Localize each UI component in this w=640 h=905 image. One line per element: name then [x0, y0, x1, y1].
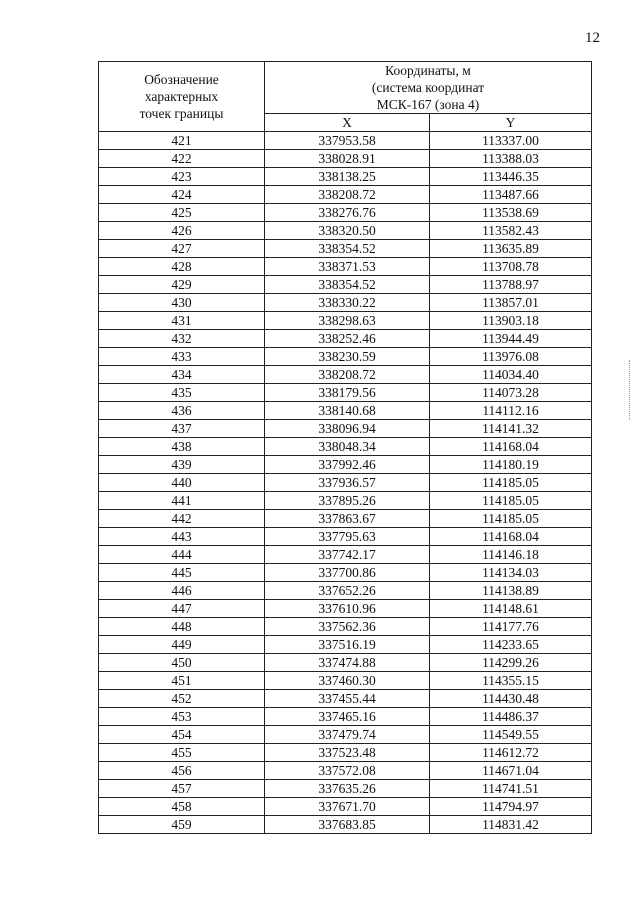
point-cell: 424 [99, 186, 265, 204]
y-coordinate-cell: 114355.15 [430, 672, 592, 690]
point-cell: 450 [99, 654, 265, 672]
point-cell: 428 [99, 258, 265, 276]
point-cell: 443 [99, 528, 265, 546]
y-coordinate-cell: 114168.04 [430, 528, 592, 546]
x-coordinate-cell: 337562.36 [265, 618, 430, 636]
table-body [99, 132, 592, 834]
point-cell: 422 [99, 150, 265, 168]
point-cell: 438 [99, 438, 265, 456]
y-coordinate-cell: 114185.05 [430, 492, 592, 510]
x-coordinate-cell: 338276.76 [265, 204, 430, 222]
y-coordinate-cell: 114831.42 [430, 816, 592, 834]
y-coordinate-cell: 114073.28 [430, 384, 592, 402]
x-coordinate-cell: 337700.86 [265, 564, 430, 582]
coordinates-table [98, 61, 592, 834]
header-point-line-2: характерных [144, 89, 219, 104]
x-coordinate-cell: 337936.57 [265, 474, 430, 492]
x-coordinate-cell: 337479.74 [265, 726, 430, 744]
x-coordinate-cell: 338252.46 [265, 330, 430, 348]
y-coordinate-cell: 114177.76 [430, 618, 592, 636]
x-coordinate-cell: 338028.91 [265, 150, 430, 168]
x-coordinate-cell: 337652.26 [265, 582, 430, 600]
y-coordinate-cell: 113903.18 [430, 312, 592, 330]
table-row [99, 600, 592, 618]
y-coordinate-cell: 114185.05 [430, 510, 592, 528]
point-cell: 449 [99, 636, 265, 654]
point-cell: 442 [99, 510, 265, 528]
y-coordinate-cell: 113857.01 [430, 294, 592, 312]
table-row [99, 222, 592, 240]
y-coordinate-cell: 114112.16 [430, 402, 592, 420]
point-cell: 454 [99, 726, 265, 744]
header-coords-line-3: МСК-167 (зона 4) [376, 97, 480, 112]
point-cell: 445 [99, 564, 265, 582]
page-number: 12 [585, 30, 600, 46]
table-row [99, 528, 592, 546]
header-coords-line-1: Координаты, м [385, 63, 471, 78]
header-coords-line-2: (система координат [371, 80, 485, 95]
header-point-designation [99, 62, 265, 132]
table-row [99, 330, 592, 348]
point-cell: 429 [99, 276, 265, 294]
x-coordinate-cell: 338138.25 [265, 168, 430, 186]
x-coordinate-cell: 338140.68 [265, 402, 430, 420]
x-coordinate-cell: 337742.17 [265, 546, 430, 564]
x-coordinate-cell: 337516.19 [265, 636, 430, 654]
x-coordinate-cell: 337610.96 [265, 600, 430, 618]
y-coordinate-cell: 114146.18 [430, 546, 592, 564]
x-coordinate-cell: 337953.58 [265, 132, 430, 150]
x-coordinate-cell: 338096.94 [265, 420, 430, 438]
point-cell: 455 [99, 744, 265, 762]
table-row [99, 312, 592, 330]
y-coordinate-cell: 114486.37 [430, 708, 592, 726]
y-coordinate-cell: 114233.65 [430, 636, 592, 654]
x-coordinate-cell: 338330.22 [265, 294, 430, 312]
y-coordinate-cell: 113582.43 [430, 222, 592, 240]
x-coordinate-cell: 338230.59 [265, 348, 430, 366]
x-coordinate-cell: 338208.72 [265, 186, 430, 204]
x-coordinate-cell: 338354.52 [265, 276, 430, 294]
y-coordinate-cell: 113976.08 [430, 348, 592, 366]
table-row [99, 582, 592, 600]
y-coordinate-cell: 114180.19 [430, 456, 592, 474]
x-coordinate-cell: 337992.46 [265, 456, 430, 474]
y-coordinate-cell: 114148.61 [430, 600, 592, 618]
table-row [99, 564, 592, 582]
table-row [99, 690, 592, 708]
x-coordinate-cell: 338208.72 [265, 366, 430, 384]
x-coordinate-cell: 338371.53 [265, 258, 430, 276]
table-row [99, 510, 592, 528]
table-row [99, 780, 592, 798]
table-row [99, 708, 592, 726]
table-row [99, 132, 592, 150]
y-coordinate-cell: 113388.03 [430, 150, 592, 168]
point-cell: 453 [99, 708, 265, 726]
y-coordinate-cell: 114168.04 [430, 438, 592, 456]
point-cell: 431 [99, 312, 265, 330]
table-row [99, 492, 592, 510]
y-coordinate-cell: 113446.35 [430, 168, 592, 186]
table-row [99, 384, 592, 402]
header-y: Y [430, 114, 592, 132]
table-row [99, 474, 592, 492]
y-coordinate-cell: 113708.78 [430, 258, 592, 276]
point-cell: 423 [99, 168, 265, 186]
x-coordinate-cell: 338354.52 [265, 240, 430, 258]
table-row [99, 744, 592, 762]
x-coordinate-cell: 337683.85 [265, 816, 430, 834]
table-row [99, 186, 592, 204]
table-row [99, 366, 592, 384]
point-cell: 436 [99, 402, 265, 420]
x-coordinate-cell: 338320.50 [265, 222, 430, 240]
table-header [99, 62, 592, 132]
y-coordinate-cell: 113487.66 [430, 186, 592, 204]
point-cell: 427 [99, 240, 265, 258]
table-row [99, 618, 592, 636]
table-row [99, 294, 592, 312]
point-cell: 426 [99, 222, 265, 240]
y-coordinate-cell: 114671.04 [430, 762, 592, 780]
point-cell: 451 [99, 672, 265, 690]
point-cell: 452 [99, 690, 265, 708]
x-coordinate-cell: 337465.16 [265, 708, 430, 726]
table-row [99, 402, 592, 420]
y-coordinate-cell: 113538.69 [430, 204, 592, 222]
x-coordinate-cell: 337671.70 [265, 798, 430, 816]
point-cell: 433 [99, 348, 265, 366]
table-row [99, 726, 592, 744]
x-coordinate-cell: 337455.44 [265, 690, 430, 708]
x-coordinate-cell: 337795.63 [265, 528, 430, 546]
point-cell: 437 [99, 420, 265, 438]
table-row [99, 672, 592, 690]
x-coordinate-cell: 337895.26 [265, 492, 430, 510]
table-row [99, 420, 592, 438]
table-row [99, 546, 592, 564]
table-row [99, 258, 592, 276]
point-cell: 458 [99, 798, 265, 816]
table-row [99, 654, 592, 672]
table-row [99, 276, 592, 294]
table-row [99, 816, 592, 834]
y-coordinate-cell: 114134.03 [430, 564, 592, 582]
point-cell: 447 [99, 600, 265, 618]
point-cell: 434 [99, 366, 265, 384]
header-point-line-1: Обозначение [144, 72, 219, 87]
point-cell: 430 [99, 294, 265, 312]
scan-edge-mark [629, 360, 631, 420]
y-coordinate-cell: 114185.05 [430, 474, 592, 492]
y-coordinate-cell: 113944.49 [430, 330, 592, 348]
y-coordinate-cell: 114612.72 [430, 744, 592, 762]
table-row [99, 348, 592, 366]
header-point-line-3: точек границы [139, 106, 224, 121]
x-coordinate-cell: 338298.63 [265, 312, 430, 330]
y-coordinate-cell: 114430.48 [430, 690, 592, 708]
x-coordinate-cell: 337474.88 [265, 654, 430, 672]
point-cell: 441 [99, 492, 265, 510]
y-coordinate-cell: 114549.55 [430, 726, 592, 744]
point-cell: 440 [99, 474, 265, 492]
point-cell: 448 [99, 618, 265, 636]
point-cell: 425 [99, 204, 265, 222]
header-x: X [265, 114, 430, 132]
point-cell: 459 [99, 816, 265, 834]
point-cell: 457 [99, 780, 265, 798]
x-coordinate-cell: 337863.67 [265, 510, 430, 528]
point-cell: 421 [99, 132, 265, 150]
point-cell: 439 [99, 456, 265, 474]
y-coordinate-cell: 114138.89 [430, 582, 592, 600]
table-row [99, 204, 592, 222]
x-coordinate-cell: 337635.26 [265, 780, 430, 798]
point-cell: 456 [99, 762, 265, 780]
x-coordinate-cell: 338179.56 [265, 384, 430, 402]
header-coordinates [265, 62, 592, 114]
y-coordinate-cell: 113337.00 [430, 132, 592, 150]
y-coordinate-cell: 114741.51 [430, 780, 592, 798]
table-row [99, 150, 592, 168]
point-cell: 432 [99, 330, 265, 348]
point-cell: 444 [99, 546, 265, 564]
point-cell: 446 [99, 582, 265, 600]
table-row [99, 168, 592, 186]
x-coordinate-cell: 337460.30 [265, 672, 430, 690]
x-coordinate-cell: 337523.48 [265, 744, 430, 762]
y-coordinate-cell: 114299.26 [430, 654, 592, 672]
x-coordinate-cell: 338048.34 [265, 438, 430, 456]
y-coordinate-cell: 113788.97 [430, 276, 592, 294]
table-row [99, 636, 592, 654]
table-row [99, 798, 592, 816]
x-coordinate-cell: 337572.08 [265, 762, 430, 780]
table-row [99, 240, 592, 258]
y-coordinate-cell: 113635.89 [430, 240, 592, 258]
table-row [99, 438, 592, 456]
table-row [99, 456, 592, 474]
y-coordinate-cell: 114141.32 [430, 420, 592, 438]
y-coordinate-cell: 114794.97 [430, 798, 592, 816]
y-coordinate-cell: 114034.40 [430, 366, 592, 384]
point-cell: 435 [99, 384, 265, 402]
table-row [99, 762, 592, 780]
